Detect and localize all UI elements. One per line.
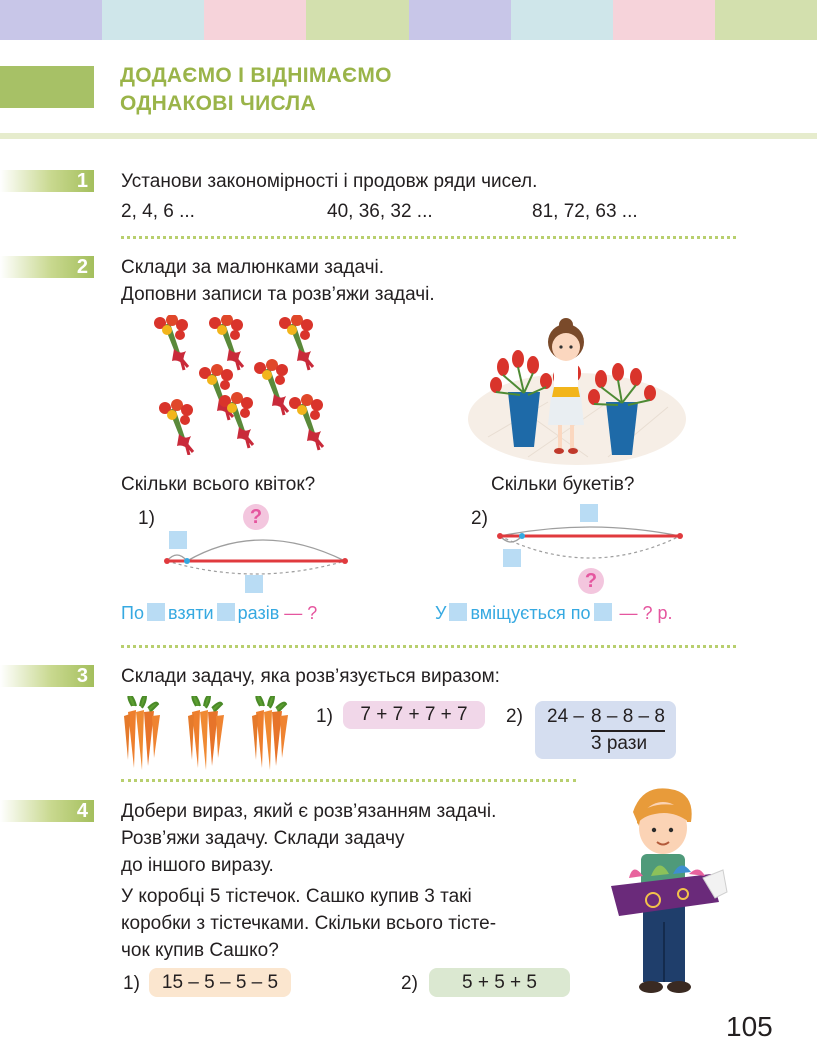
top-color-strip xyxy=(0,0,817,40)
task2-right-question: Скільки букетів? xyxy=(491,474,635,495)
strip-segment-8 xyxy=(715,0,817,40)
formula-word: взяти xyxy=(167,603,214,623)
task3-option-2-label: 2) xyxy=(506,706,523,727)
boy-with-cakes-illustration xyxy=(603,782,728,1000)
task4-problem-line-3: чок купив Сашко? xyxy=(121,940,279,961)
expr-repeated-terms: 8 – 8 – 8 xyxy=(591,706,665,727)
task-divider xyxy=(121,779,576,782)
task-divider xyxy=(121,236,736,239)
title-line-1: ДОДАЄМО І ВІДНІМАЄМО xyxy=(120,64,392,87)
page-title xyxy=(120,62,392,118)
task-number-tab-1 xyxy=(0,170,94,192)
formula-question: — ? р. xyxy=(619,603,673,623)
task2-left-formula xyxy=(121,600,317,627)
bouquets-illustration xyxy=(150,315,340,455)
task2-right-label: 2) xyxy=(471,508,488,529)
answer-box[interactable] xyxy=(503,549,521,567)
task4-expression-1: 15 – 5 – 5 – 5 xyxy=(149,968,291,997)
strip-segment-6 xyxy=(511,0,613,40)
strip-segment-2 xyxy=(102,0,204,40)
task2-left-label: 1) xyxy=(138,508,155,529)
task4-line-3: до іншого виразу. xyxy=(121,855,274,876)
title-divider xyxy=(0,133,817,139)
answer-box[interactable] xyxy=(245,575,263,593)
task2-left-question: Скільки всього квіток? xyxy=(121,474,316,495)
carrots-illustration xyxy=(118,696,303,774)
task2-line-1: Склади за малюнками задачі. xyxy=(121,257,385,278)
task3-option-1-label: 1) xyxy=(316,706,333,727)
expr-times: 3 рази xyxy=(591,733,648,754)
answer-box[interactable] xyxy=(217,603,235,621)
task4-option-2-label: 2) xyxy=(401,973,418,994)
task1-series-2: 40, 36, 32 ... xyxy=(327,201,433,222)
task2-right-formula xyxy=(435,600,673,627)
task1-series-1: 2, 4, 6 ... xyxy=(121,201,195,222)
strip-segment-4 xyxy=(306,0,408,40)
task4-problem-line-1: У коробці 5 тістечок. Сашко купив 3 такі xyxy=(121,886,472,907)
task-number-tab-4 xyxy=(0,800,94,822)
page-number: 105 xyxy=(726,1011,773,1042)
task-number-tab-3 xyxy=(0,665,94,687)
task4-line-2: Розв’яжи задачу. Склади задачу xyxy=(121,828,405,849)
task-number-tab-2 xyxy=(0,256,94,278)
formula-word: У xyxy=(435,603,447,623)
formula-word: разів xyxy=(237,603,280,623)
formula-word: вміщується по xyxy=(470,603,591,623)
task4-problem-line-2: коробки з тістечками. Скільки всього тісте- xyxy=(121,913,497,934)
segment-diagram-right xyxy=(495,520,690,575)
question-mark-badge: ? xyxy=(243,504,269,530)
task1-series-3: 81, 72, 63 ... xyxy=(532,201,638,222)
task-number-2: 2 xyxy=(76,256,88,278)
strip-segment-3 xyxy=(204,0,306,40)
task-divider xyxy=(121,645,736,648)
question-mark-badge: ? xyxy=(578,568,604,594)
task-number-4: 4 xyxy=(76,800,88,822)
answer-box[interactable] xyxy=(169,531,187,549)
task2-line-2: Доповни записи та розв’яжи задачі. xyxy=(121,284,435,305)
task-number-3: 3 xyxy=(76,665,88,687)
strip-segment-5 xyxy=(409,0,511,40)
answer-box[interactable] xyxy=(449,603,467,621)
task3-instruction: Склади задачу, яка розв’язується виразом: xyxy=(121,666,500,687)
title-accent-bar xyxy=(0,66,94,108)
formula-question: — ? xyxy=(284,603,318,623)
expr-lead: 24 – xyxy=(547,706,584,727)
answer-box[interactable] xyxy=(594,603,612,621)
girl-with-vases-illustration xyxy=(468,307,686,465)
task3-expression-1: 7 + 7 + 7 + 7 xyxy=(343,701,485,729)
title-line-2: ОДНАКОВІ ЧИСЛА xyxy=(120,92,316,115)
task-number-1: 1 xyxy=(76,170,88,192)
task4-expression-2: 5 + 5 + 5 xyxy=(429,968,570,997)
task3-expression-2 xyxy=(535,701,676,759)
strip-segment-7 xyxy=(613,0,715,40)
answer-box[interactable] xyxy=(147,603,165,621)
task4-line-1: Добери вираз, який є розв’язанням задачі. xyxy=(121,801,497,822)
task4-option-1-label: 1) xyxy=(123,973,140,994)
formula-word: По xyxy=(121,603,144,623)
segment-diagram-left xyxy=(160,525,355,580)
strip-segment-1 xyxy=(0,0,102,40)
task1-instruction: Установи закономірності і продовж ряди чисел. xyxy=(121,171,538,192)
